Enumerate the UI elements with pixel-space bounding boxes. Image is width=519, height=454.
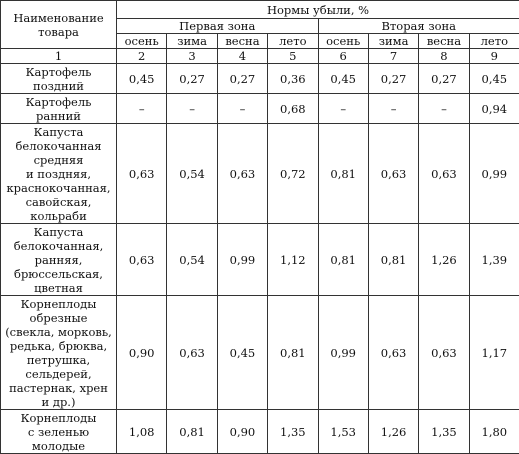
- norm-value: –: [368, 94, 418, 124]
- norm-value: 0,81: [318, 224, 368, 296]
- norm-value: 0,63: [217, 124, 267, 224]
- norm-value: 0,45: [117, 64, 167, 94]
- norm-value: 0,27: [419, 64, 469, 94]
- norm-value: 0,90: [217, 410, 267, 454]
- norm-value: 0,45: [469, 64, 519, 94]
- season-header: зима: [368, 34, 418, 49]
- norm-value: 0,45: [217, 296, 267, 410]
- season-header: зима: [167, 34, 217, 49]
- norm-value: 0,63: [167, 296, 217, 410]
- norm-value: –: [217, 94, 267, 124]
- norm-value: 0,90: [117, 296, 167, 410]
- column-number: 8: [419, 49, 469, 64]
- table-row: [1, 94, 519, 124]
- norm-value: 0,72: [268, 124, 318, 224]
- product-name: Картофель поздний: [1, 64, 117, 94]
- norm-value: 0,27: [167, 64, 217, 94]
- column-number: 5: [268, 49, 318, 64]
- norm-value: 0,81: [318, 124, 368, 224]
- norm-value: 0,99: [469, 124, 519, 224]
- norm-value: 1,08: [117, 410, 167, 454]
- norm-value: 0,63: [419, 124, 469, 224]
- norm-value: 0,54: [167, 224, 217, 296]
- column-number-row: [1, 49, 519, 64]
- norm-value: 1,80: [469, 410, 519, 454]
- product-name: Картофель ранний: [1, 94, 117, 124]
- norm-value: 0,99: [217, 224, 267, 296]
- season-header: лето: [469, 34, 519, 49]
- table-row: [1, 410, 519, 454]
- column-number: 3: [167, 49, 217, 64]
- season-header: весна: [217, 34, 267, 49]
- norm-value: 1,35: [268, 410, 318, 454]
- zone2-header: Вторая зона: [318, 19, 519, 34]
- norm-value: –: [419, 94, 469, 124]
- table-row: [1, 296, 519, 410]
- norm-value: 0,94: [469, 94, 519, 124]
- norm-value: –: [318, 94, 368, 124]
- column-number: 4: [217, 49, 267, 64]
- column-number: 7: [368, 49, 418, 64]
- product-name: Корнеплоды обрезные (свекла, морковь, редька, брюква, петрушка, сельдерей, пастернак, хрен и др.): [1, 296, 117, 410]
- norm-value: 0,27: [217, 64, 267, 94]
- season-header: весна: [419, 34, 469, 49]
- column-number: 9: [469, 49, 519, 64]
- season-header: осень: [117, 34, 167, 49]
- product-name: Корнеплоды с зеленью молодые: [1, 410, 117, 454]
- norm-value: 0,36: [268, 64, 318, 94]
- norm-value: –: [117, 94, 167, 124]
- norm-value: 0,27: [368, 64, 418, 94]
- norm-value: 0,63: [117, 224, 167, 296]
- norm-value: 0,63: [368, 124, 418, 224]
- column-number: 1: [1, 49, 117, 64]
- norm-value: 0,54: [167, 124, 217, 224]
- norm-value: 0,99: [318, 296, 368, 410]
- norm-value: 1,26: [419, 224, 469, 296]
- norm-value: 0,63: [117, 124, 167, 224]
- norm-value: 1,39: [469, 224, 519, 296]
- norm-value: 1,53: [318, 410, 368, 454]
- norm-value: 0,81: [268, 296, 318, 410]
- norm-value: 1,35: [419, 410, 469, 454]
- norm-value: 0,81: [167, 410, 217, 454]
- column-number: 6: [318, 49, 368, 64]
- norm-value: 0,68: [268, 94, 318, 124]
- product-name-header: Наименование товара: [1, 1, 117, 49]
- norm-value: 0,81: [368, 224, 418, 296]
- table-row: [1, 64, 519, 94]
- norm-value: 1,17: [469, 296, 519, 410]
- season-header: лето: [268, 34, 318, 49]
- norm-value: 1,12: [268, 224, 318, 296]
- product-name: Капуста белокочанная средняя и поздняя, краснокочанная, савойская, кольраби: [1, 124, 117, 224]
- zone1-header: Первая зона: [117, 19, 319, 34]
- norm-value: 1,26: [368, 410, 418, 454]
- table-row: [1, 224, 519, 296]
- product-name: Капуста белокочанная, ранняя, брюссельская, цветная: [1, 224, 117, 296]
- norm-value: 0,45: [318, 64, 368, 94]
- norms-header: Нормы убыли, %: [117, 1, 519, 19]
- season-header: осень: [318, 34, 368, 49]
- norm-value: 0,63: [419, 296, 469, 410]
- table-row: [1, 124, 519, 224]
- norm-value: –: [167, 94, 217, 124]
- norm-value: 0,63: [368, 296, 418, 410]
- column-number: 2: [117, 49, 167, 64]
